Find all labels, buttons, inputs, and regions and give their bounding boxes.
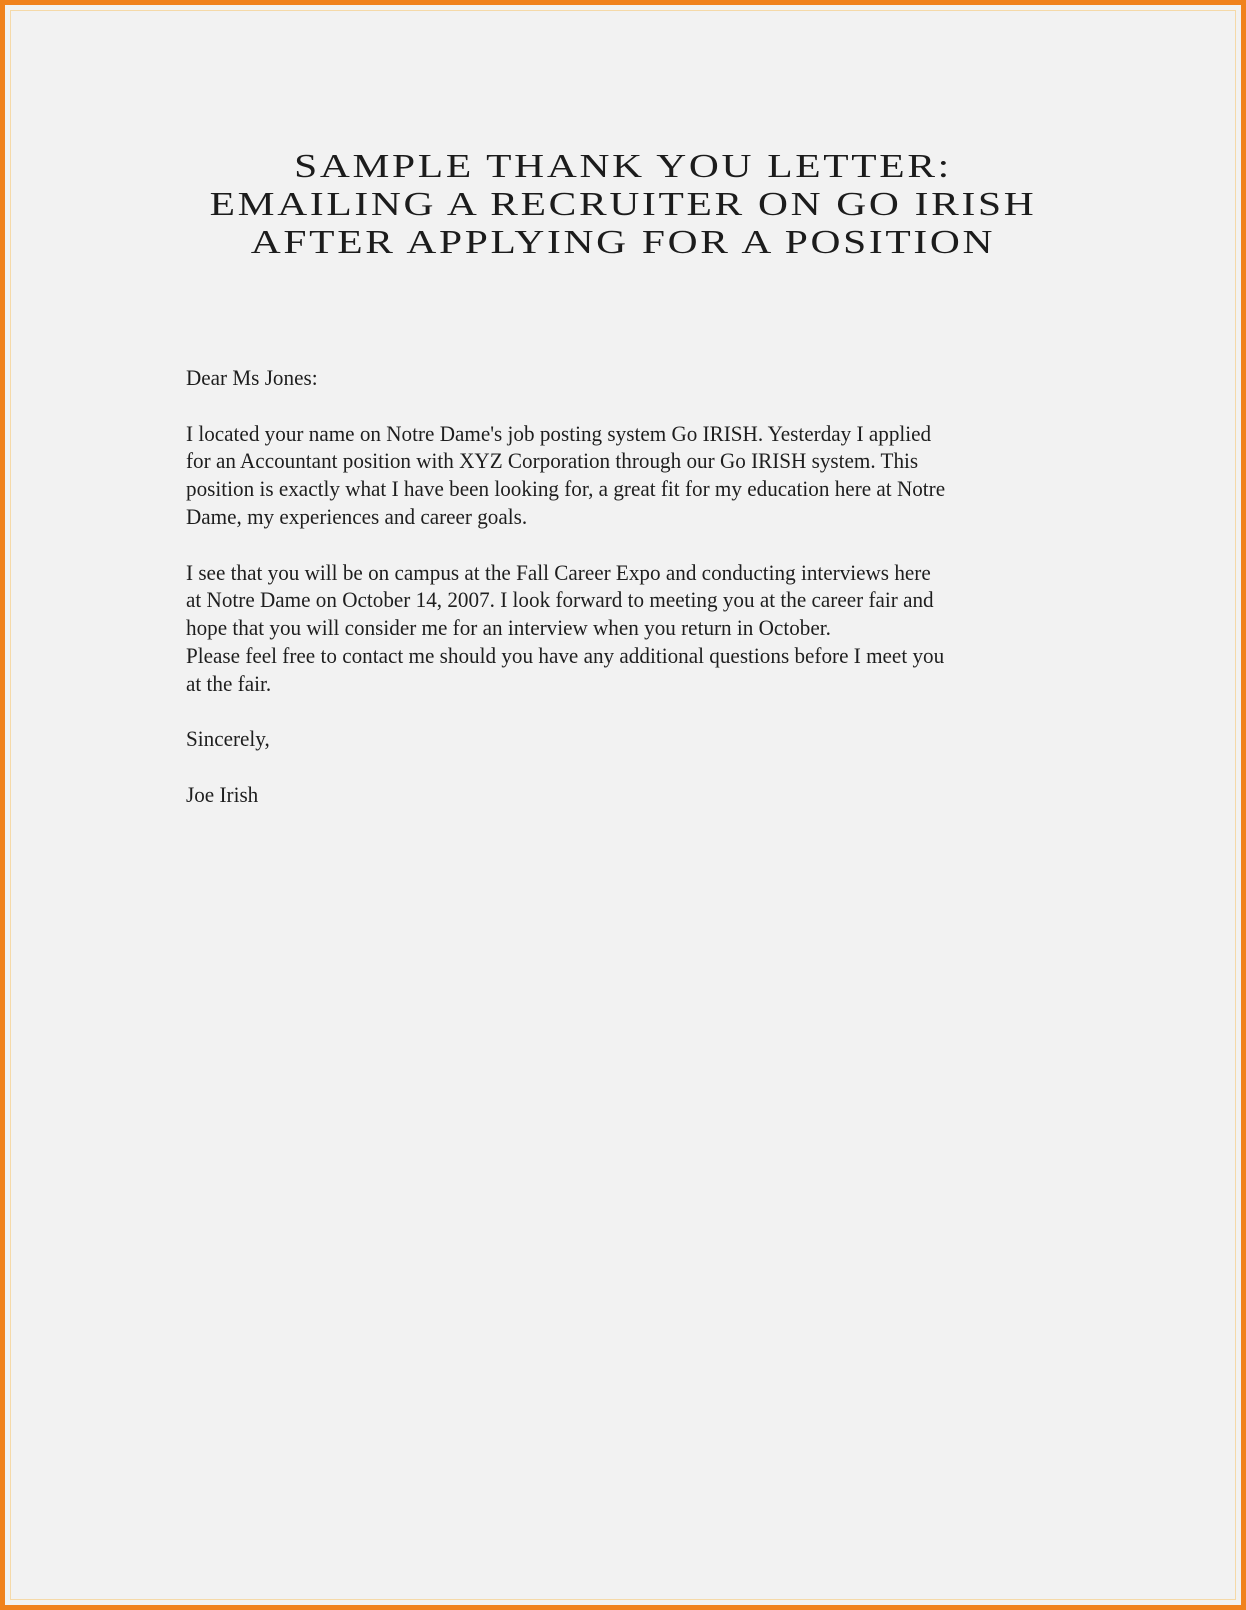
paragraph-2-line: at the fair.	[186, 670, 272, 696]
title-line-1: SAMPLE THANK YOU LETTER:	[294, 148, 952, 185]
paragraph-2-line: Please feel free to contact me should you have any additional questions before I meet you	[186, 642, 945, 668]
paragraph-2	[186, 559, 1032, 698]
title-line-2: EMAILING A RECRUITER ON GO IRISH	[209, 186, 1037, 223]
paragraph-1-line: Dame, my experiences and career goals.	[186, 503, 528, 529]
spacer	[186, 392, 1032, 420]
spacer	[186, 698, 1032, 726]
paragraph-2-line: hope that you will consider me for an interview when you return in October.	[186, 615, 831, 641]
paragraph-2-line: I see that you will be on campus at the Fall Career Expo and conducting interviews here	[186, 559, 931, 585]
letter-title	[0, 148, 1246, 262]
spacer	[186, 531, 1032, 559]
paragraph-2-line: at Notre Dame on October 14, 2007. I look forward to meeting you at the career fair and	[186, 587, 934, 613]
spacer	[186, 753, 1032, 781]
signature: Joe Irish	[186, 781, 259, 807]
paragraph-1	[186, 420, 1032, 531]
paragraph-1-line: position is exactly what I have been looking for, a great fit for my education here at Notre	[186, 476, 946, 502]
letter-body	[186, 364, 1032, 809]
title-line-3: AFTER APPLYING FOR A POSITION	[250, 224, 996, 261]
paragraph-1-line: I located your name on Notre Dame's job posting system Go IRISH. Yesterday I applied	[186, 420, 932, 446]
paragraph-1-line: for an Accountant position with XYZ Corporation through our Go IRISH system. This	[186, 448, 919, 474]
salutation: Dear Ms Jones:	[186, 365, 318, 390]
closing: Sincerely,	[186, 726, 270, 752]
